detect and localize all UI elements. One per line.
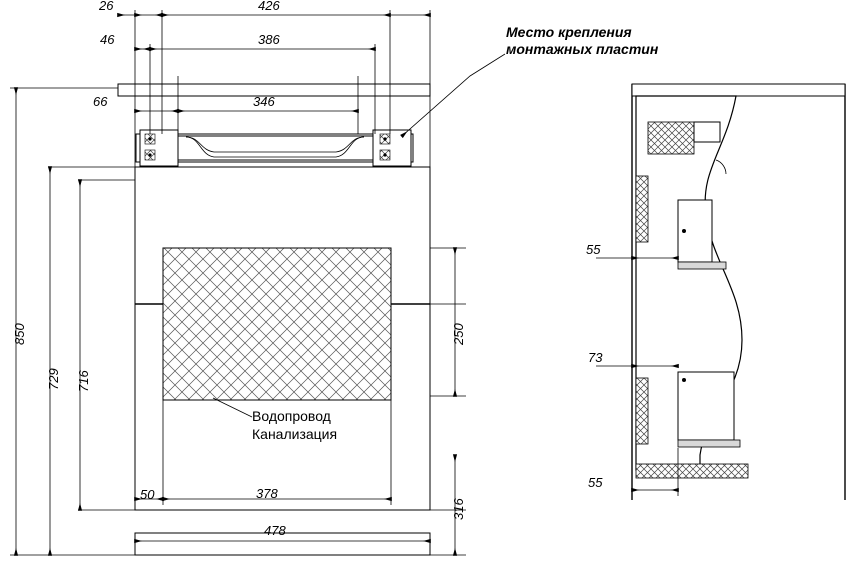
dim-55-upper: 55 (586, 242, 601, 257)
dim-346: 346 (253, 94, 275, 109)
plumbing-label-water: Водопровод (252, 408, 331, 424)
mounting-plate-note-line1: Место крепления (506, 24, 632, 40)
plumbing-label-sewer: Канализация (252, 426, 338, 442)
dim-386: 386 (258, 32, 280, 47)
dim-378: 378 (256, 486, 278, 501)
dim-478: 478 (264, 523, 286, 538)
dim-316: 316 (451, 498, 466, 520)
dim-55-lower: 55 (588, 475, 603, 490)
dim-426: 426 (258, 0, 280, 13)
dim-73: 73 (588, 350, 603, 365)
mounting-plate-note-line2: монтажных пластин (506, 41, 659, 57)
dim-716: 716 (76, 370, 91, 392)
dim-26: 26 (99, 0, 114, 13)
dim-729: 729 (46, 368, 61, 390)
dim-66: 66 (93, 94, 108, 109)
dim-250: 250 (451, 323, 466, 345)
dim-850: 850 (12, 323, 27, 345)
dim-46: 46 (100, 32, 115, 47)
dim-50: 50 (140, 487, 155, 502)
